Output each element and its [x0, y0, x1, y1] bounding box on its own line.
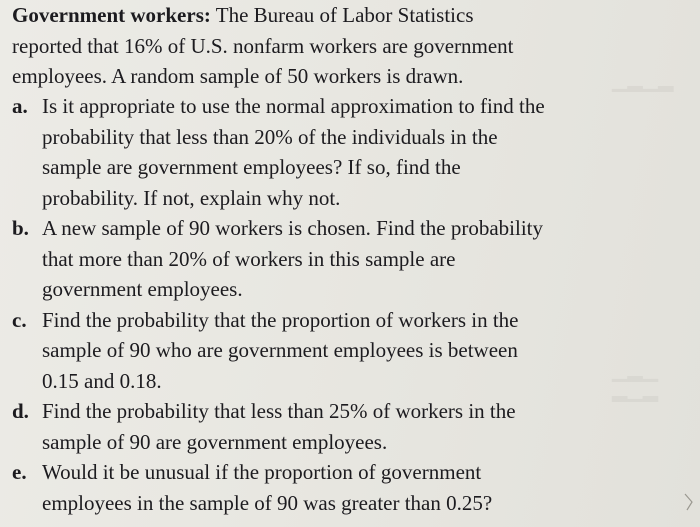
part-line: 0.15 and 0.18.	[42, 368, 162, 393]
part-text	[42, 213, 652, 305]
show-through-text: ▂▁▂	[612, 380, 659, 402]
part-a	[12, 91, 652, 213]
intro-line: reported that 16% of U.S. nonfarm workers are government	[12, 33, 514, 58]
part-line: Find the probability that less than 25% of workers in the	[42, 399, 516, 423]
part-c	[12, 305, 652, 397]
part-line: that more than 20% of workers in this sample are	[42, 246, 456, 271]
part-line: probability. If not, explain why not.	[42, 185, 341, 210]
part-line: A new sample of 90 workers is chosen. Find the probability	[42, 216, 544, 240]
part-e	[12, 457, 652, 518]
show-through-text: ▁▂▁▂	[612, 70, 674, 92]
part-line: Is it appropriate to use the normal approximation to find the	[42, 94, 545, 118]
part-line: sample of 90 are government employees.	[42, 429, 388, 454]
part-letter: e.	[12, 460, 27, 484]
part-line: probability that less than 20% of the individuals in the	[42, 124, 498, 149]
intro-text: The Bureau of Labor Statistics	[210, 3, 474, 27]
part-letter: d.	[12, 399, 29, 423]
part-line: Find the probability that the proportion of workers in the	[42, 307, 519, 332]
part-text	[42, 91, 652, 213]
problem-parts	[12, 91, 652, 518]
part-line: sample are government employees? If so, find the	[42, 155, 461, 179]
pencil-mark-icon	[684, 493, 694, 511]
part-line: sample of 90 who are government employees is between	[42, 338, 518, 362]
part-letter: c.	[12, 307, 27, 332]
part-text	[42, 457, 652, 518]
part-text	[42, 396, 652, 457]
part-line: government employees.	[42, 277, 243, 301]
part-d	[12, 396, 652, 457]
part-letter: b.	[12, 216, 29, 240]
intro-line: employees. A random sample of 50 workers is drawn.	[12, 64, 464, 88]
part-letter: a.	[12, 94, 28, 118]
part-line: employees in the sample of 90 was greater than 0.25?	[42, 490, 493, 515]
intro-line	[12, 0, 612, 31]
part-text	[42, 305, 652, 397]
part-line: Would it be unusual if the proportion of government	[42, 460, 482, 484]
part-b	[12, 213, 652, 305]
problem-intro	[12, 0, 612, 92]
problem-title: Government workers:	[12, 3, 211, 27]
show-through-text: ▁▂▁	[612, 360, 659, 382]
